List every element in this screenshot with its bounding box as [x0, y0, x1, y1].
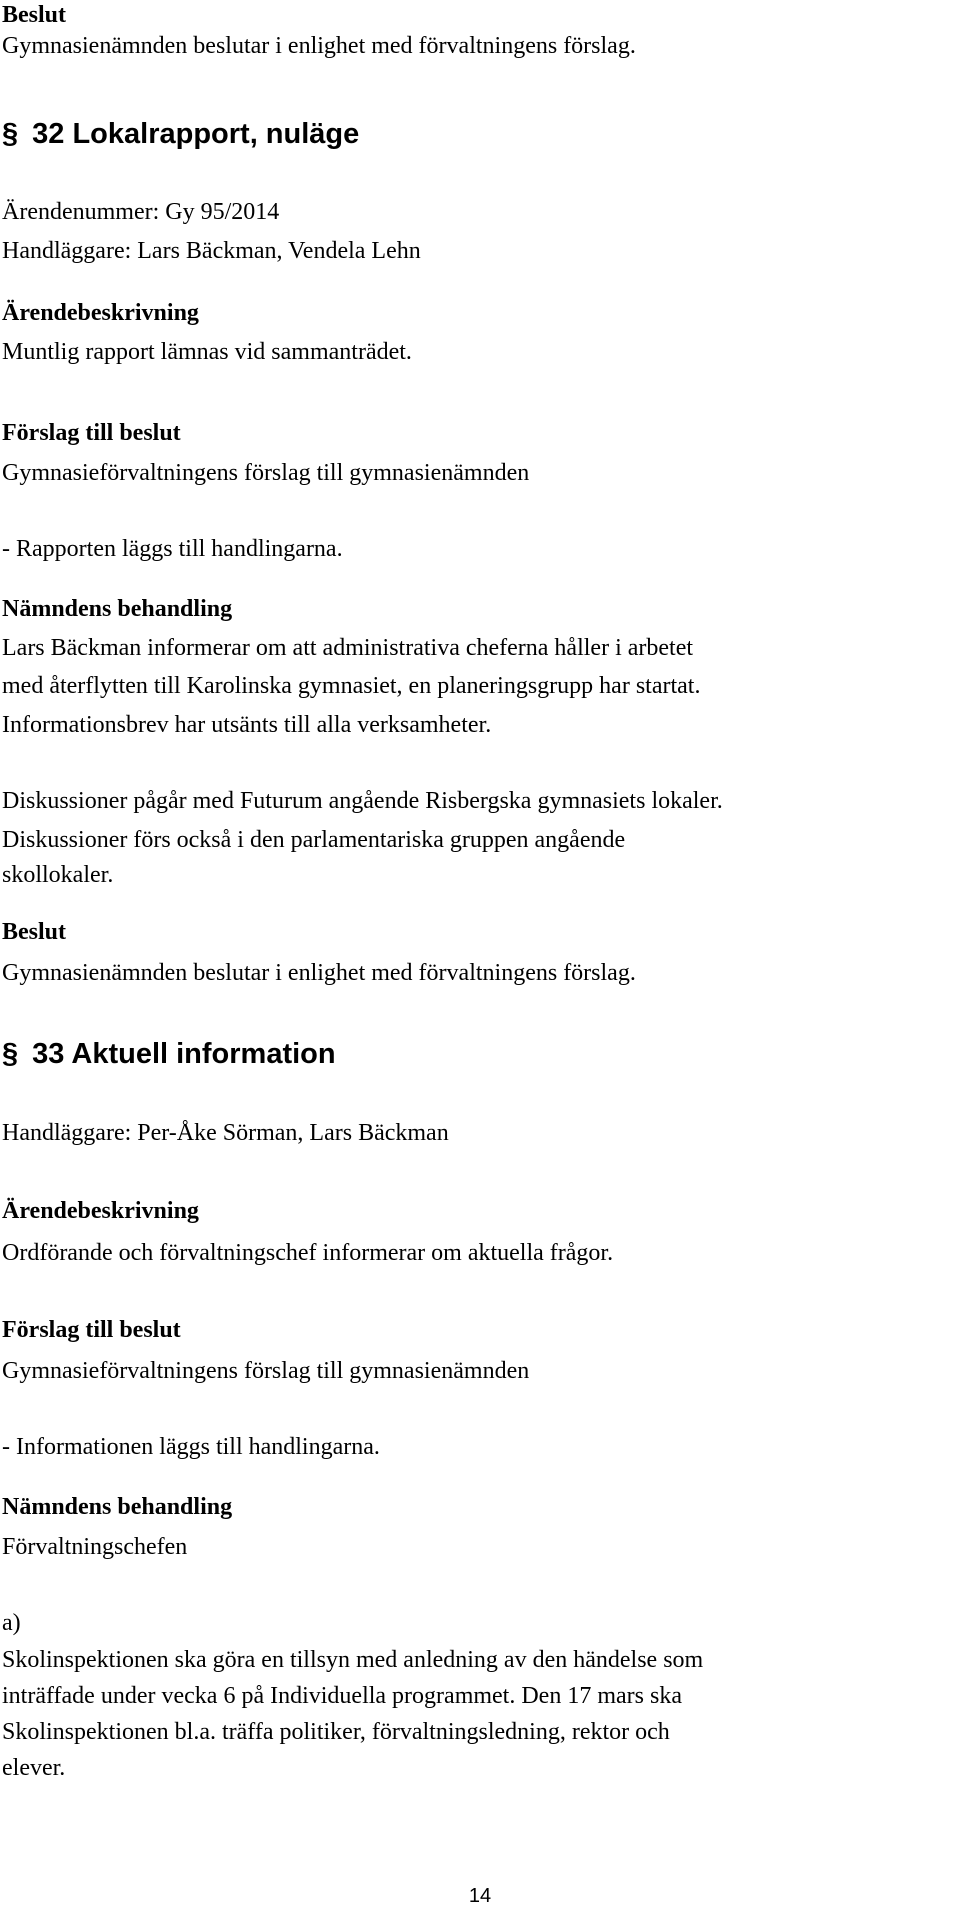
description-heading: Ärendebeskrivning	[2, 300, 199, 326]
handling-text: Förvaltningschefen	[2, 1534, 188, 1560]
proposal-item: - Informationen läggs till handlingarna.	[2, 1434, 380, 1460]
item-line: Skolinspektionen ska göra en tillsyn med anledning av den händelse som	[2, 1647, 704, 1673]
discussion-line: Diskussioner förs också i den parlamentariska gruppen angående	[2, 827, 626, 853]
item-line: elever.	[2, 1755, 66, 1781]
case-number: Ärendenummer: Gy 95/2014	[2, 199, 280, 225]
discussion-line: skollokaler.	[2, 862, 114, 888]
case-handlers: Handläggare: Lars Bäckman, Vendela Lehn	[2, 238, 421, 264]
section-heading-32	[2, 116, 359, 152]
proposal-heading: Förslag till beslut	[2, 420, 181, 446]
description-text: Ordförande och förvaltningschef informerar om aktuella frågor.	[2, 1240, 614, 1266]
decision-text: Gymnasienämnden beslutar i enlighet med förvaltningens förslag.	[2, 960, 636, 986]
proposal-item: - Rapporten läggs till handlingarna.	[2, 536, 343, 562]
section-heading-33	[2, 1036, 336, 1072]
handling-heading: Nämndens behandling	[2, 596, 233, 622]
proposal-heading: Förslag till beslut	[2, 1317, 181, 1343]
handling-line: Informationsbrev har utsänts till alla verksamheter.	[2, 712, 492, 738]
description-heading: Ärendebeskrivning	[2, 1198, 199, 1224]
handling-line: med återflytten till Karolinska gymnasiet, en planeringsgrupp har startat.	[2, 673, 701, 699]
handling-line: Lars Bäckman informerar om att administrativa cheferna håller i arbetet	[2, 635, 694, 661]
description-text: Muntlig rapport lämnas vid sammanträdet.	[2, 339, 412, 365]
proposal-text: Gymnasieförvaltningens förslag till gymnasienämnden	[2, 1358, 530, 1384]
item-line: inträffade under vecka 6 på Individuella programmet. Den 17 mars ska	[2, 1683, 682, 1709]
decision-text: Gymnasienämnden beslutar i enlighet med förvaltningens förslag.	[2, 33, 636, 59]
section-symbol: §	[2, 1038, 19, 1070]
page-number: 14	[468, 1885, 492, 1907]
proposal-text: Gymnasieförvaltningens förslag till gymnasienämnden	[2, 460, 530, 486]
item-label: a)	[2, 1610, 21, 1636]
section-title: 32 Lokalrapport, nuläge	[32, 118, 360, 150]
decision-heading: Beslut	[2, 2, 67, 28]
discussion-line: Diskussioner pågår med Futurum angående Risbergska gymnasiets lokaler.	[2, 788, 723, 814]
section-symbol: §	[2, 118, 19, 150]
item-line: Skolinspektionen bl.a. träffa politiker, förvaltningsledning, rektor och	[2, 1719, 670, 1745]
decision-heading: Beslut	[2, 919, 67, 945]
case-handlers: Handläggare: Per-Åke Sörman, Lars Bäckman	[2, 1120, 449, 1146]
handling-heading: Nämndens behandling	[2, 1494, 233, 1520]
section-title: 33 Aktuell information	[32, 1038, 336, 1070]
